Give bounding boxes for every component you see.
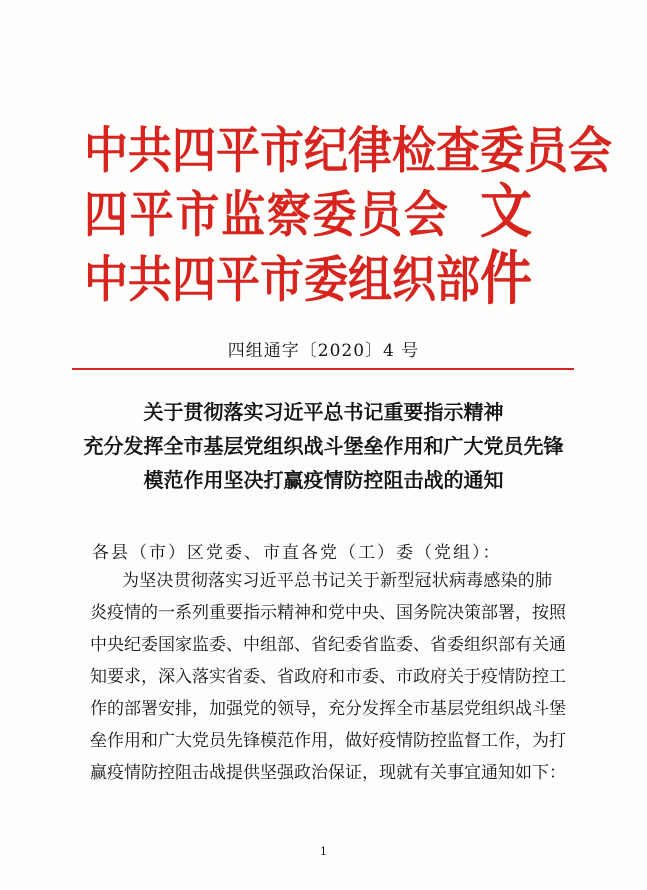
body-line: 作的部署安排，加强党的领导，充分发挥全市基层党组织战斗堡 xyxy=(90,699,566,719)
masthead-character: 察 xyxy=(266,186,311,244)
masthead-character: 纪 xyxy=(304,122,348,180)
red-divider-line xyxy=(72,368,574,370)
masthead-character: 平 xyxy=(216,122,260,180)
masthead-character: 会 xyxy=(403,186,448,244)
masthead-character: 四 xyxy=(84,186,128,244)
masthead-character: 平 xyxy=(216,251,260,309)
masthead-character: 委 xyxy=(304,251,348,309)
red-header-masthead xyxy=(84,122,612,314)
masthead-character: 四 xyxy=(172,122,216,180)
title-line-2: 充分发挥全市基层党组织战斗堡垒作用和广大党员先锋 xyxy=(83,434,564,458)
masthead-character: 员 xyxy=(358,186,403,244)
masthead-character: 委 xyxy=(480,122,524,180)
masthead-character: 委 xyxy=(312,186,357,244)
masthead-character: 检 xyxy=(392,122,436,180)
masthead-document-label: 文件 xyxy=(480,177,535,314)
page-number: 1 xyxy=(320,845,327,858)
masthead-character: 中 xyxy=(84,251,128,309)
salutation: 各县（市）区党委、市直各党（工）委（党组）： xyxy=(92,543,502,563)
body-line: 中央纪委国家监委、中组部、省纪委省监委、省委组织部有关通 xyxy=(90,635,566,655)
masthead-character: 中 xyxy=(84,122,128,180)
body-line: 为坚决贯彻落实习近平总书记关于新型冠状病毒感染的肺 xyxy=(122,571,552,591)
masthead-character: 组 xyxy=(348,251,392,309)
body-line: 赢疫情防控阻击战提供坚强政治保证，现就有关事宜通知如下： xyxy=(90,763,566,783)
masthead-character: 市 xyxy=(175,186,220,244)
body-line: 垒作用和广大党员先锋模范作用，做好疫情防控监督工作，为打 xyxy=(90,731,566,751)
document-number: 四组通字〔2020〕4 号 xyxy=(227,341,420,361)
masthead-org-organization-department xyxy=(84,250,480,313)
body-line: 炎疫情的一系列重要指示精神和党中央、国务院决策部署，按照 xyxy=(90,603,566,623)
title-line-1: 关于贯彻落实习近平总书记重要指示精神 xyxy=(143,400,504,424)
masthead-character: 员 xyxy=(524,122,568,180)
masthead-character: 会 xyxy=(568,122,612,180)
masthead-org-supervision-commission xyxy=(84,185,448,248)
masthead-org-discipline-commission xyxy=(84,121,612,184)
masthead-character: 四 xyxy=(172,251,216,309)
masthead-character: 市 xyxy=(260,122,304,180)
masthead-character: 共 xyxy=(128,122,172,180)
title-line-3: 模范作用坚决打赢疫情防控阻击战的通知 xyxy=(143,468,504,492)
masthead-character: 监 xyxy=(221,186,266,244)
body-line: 知要求，深入落实省委、省政府和市委、市政府关于疫情防控工 xyxy=(90,667,566,687)
masthead-character: 市 xyxy=(260,251,304,309)
masthead-character: 平 xyxy=(129,186,174,244)
masthead-character: 织 xyxy=(392,251,436,309)
masthead-character: 律 xyxy=(348,122,392,180)
masthead-character: 查 xyxy=(436,122,480,180)
masthead-character: 共 xyxy=(128,251,172,309)
masthead-character: 部 xyxy=(436,251,480,309)
